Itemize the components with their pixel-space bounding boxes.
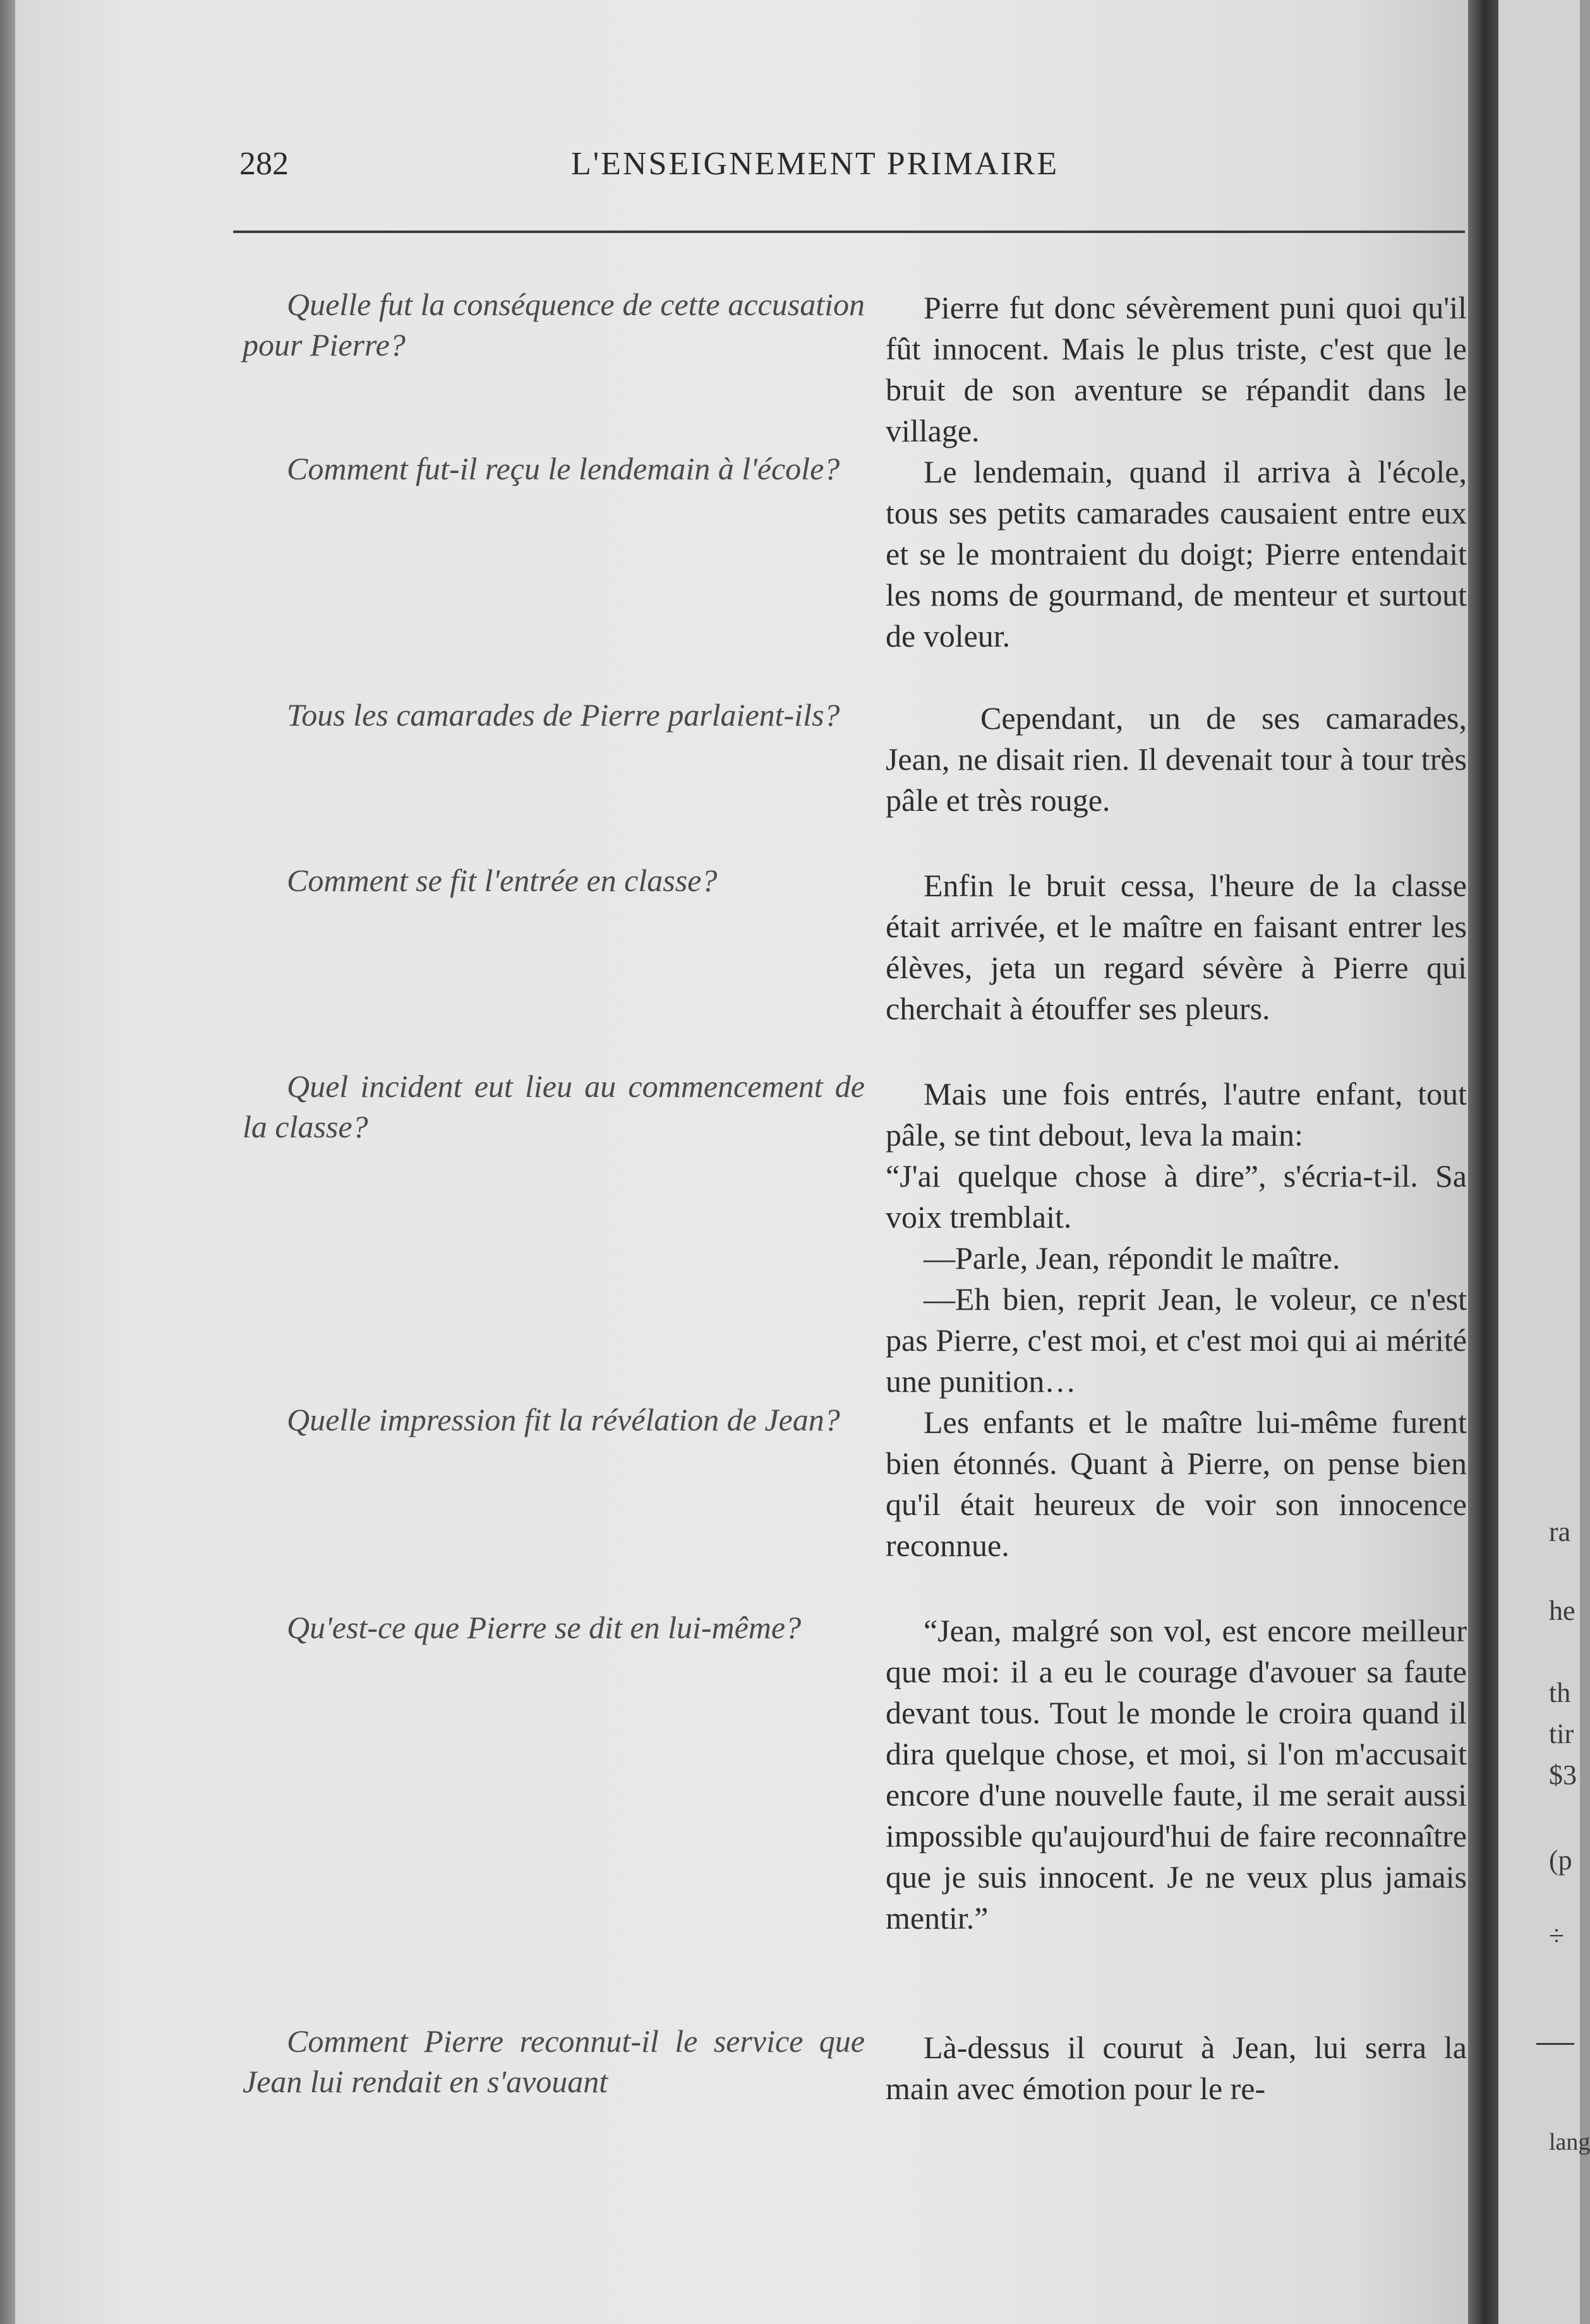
question: Comment se fit l'entrée en classe?	[287, 863, 718, 898]
adjacent-page-fragment: ÷	[1549, 1920, 1565, 1951]
adjacent-page-fragment: he	[1549, 1595, 1575, 1626]
paragraph: Mais une fois entrés, l'autre enfant, tout pâle, se tint debout, leva la main:	[886, 1076, 1467, 1153]
book-left-edge	[0, 0, 15, 2324]
paragraph: Le lendemain, quand il arriva à l'école, tous ses petits camarades causaient entre eux et se le montraient du doigt; Pierre entendait les noms de gourmand, de menteur et surtout de voleur.	[886, 454, 1467, 654]
adjacent-page-fragment: (p	[1549, 1845, 1572, 1876]
page-number: 282	[239, 146, 289, 182]
book-gutter	[1468, 0, 1498, 2324]
paragraph: —Parle, Jean, répondit le maître.	[924, 1240, 1340, 1276]
paragraph: Enfin le bruit cessa, l'heure de la classe était arrivée, et le maître en faisant entrer les élèves, jeta un regard sévère à Pierre qui cherchait à étouffer ses pleurs.	[886, 868, 1467, 1026]
adjacent-page-fragment: th	[1549, 1677, 1571, 1708]
adjacent-page-rule	[1536, 2043, 1574, 2045]
header-rule	[233, 231, 1465, 233]
adjacent-page-fragment: $3	[1549, 1759, 1577, 1790]
question: Comment Pierre reconnut-il le service que Jean lui rendait en s'avouant	[243, 2023, 865, 2099]
paragraph: Pierre fut donc sévèrement puni quoi qu'il fût innocent. Mais le plus triste, c'est que le bruit de son aventure se répandit dans le village.	[886, 290, 1467, 448]
paragraph: “Jean, malgré son vol, est encore meilleur que moi: il a eu le courage d'avouer sa faute devant tous. Tout le monde le croira quand il dira quelque chose, et moi, si l'on m'accusait encore d'une nouvelle faute, il me serait aussi impossible qu'aujourd'hui de faire reconnaître que je suis innocent. Je ne veux plus jamais mentir.”	[886, 1613, 1467, 1936]
book-page	[15, 0, 1468, 2324]
question: Quelle fut la conséquence de cette accusation pour Pierre?	[243, 287, 865, 362]
adjacent-page-edge	[1498, 0, 1590, 2324]
paragraph: “J'ai quelque chose à dire”, s'écria-t-il. Sa voix tremblait.	[886, 1158, 1467, 1235]
paragraph: —Eh bien, reprit Jean, le voleur, ce n'est pas Pierre, c'est moi, et c'est moi qui ai mérité une punition…	[886, 1281, 1467, 1399]
paragraph: Les enfants et le maître lui-même furent bien étonnés. Quant à Pierre, on pense bien qu'il était heureux de voir son innocence reconnue.	[886, 1405, 1467, 1563]
adjacent-page-fragment: tir	[1549, 1718, 1574, 1749]
paragraph: Là-dessus il courut à Jean, lui serra la main avec émotion pour le re-	[886, 2030, 1467, 2106]
paragraph: Cependant, un de ses camarades, Jean, ne disait rien. Il devenait tour à tour très pâle et très rouge.	[886, 700, 1467, 818]
question: Quelle impression fit la révélation de Jean?	[287, 1402, 840, 1437]
question: Tous les camarades de Pierre parlaient-ils?	[287, 697, 840, 733]
question: Quel incident eut lieu au commencement de la classe?	[243, 1069, 865, 1144]
adjacent-page-fragment: ra	[1549, 1516, 1571, 1547]
adjacent-page-fragment: lang	[1549, 2129, 1590, 2155]
running-title: L'ENSEIGNEMENT PRIMAIRE	[571, 146, 1059, 182]
question: Comment fut-il reçu le lendemain à l'école?	[287, 451, 840, 486]
question: Qu'est-ce que Pierre se dit en lui-même?	[287, 1610, 802, 1645]
page-header	[15, 139, 1468, 189]
